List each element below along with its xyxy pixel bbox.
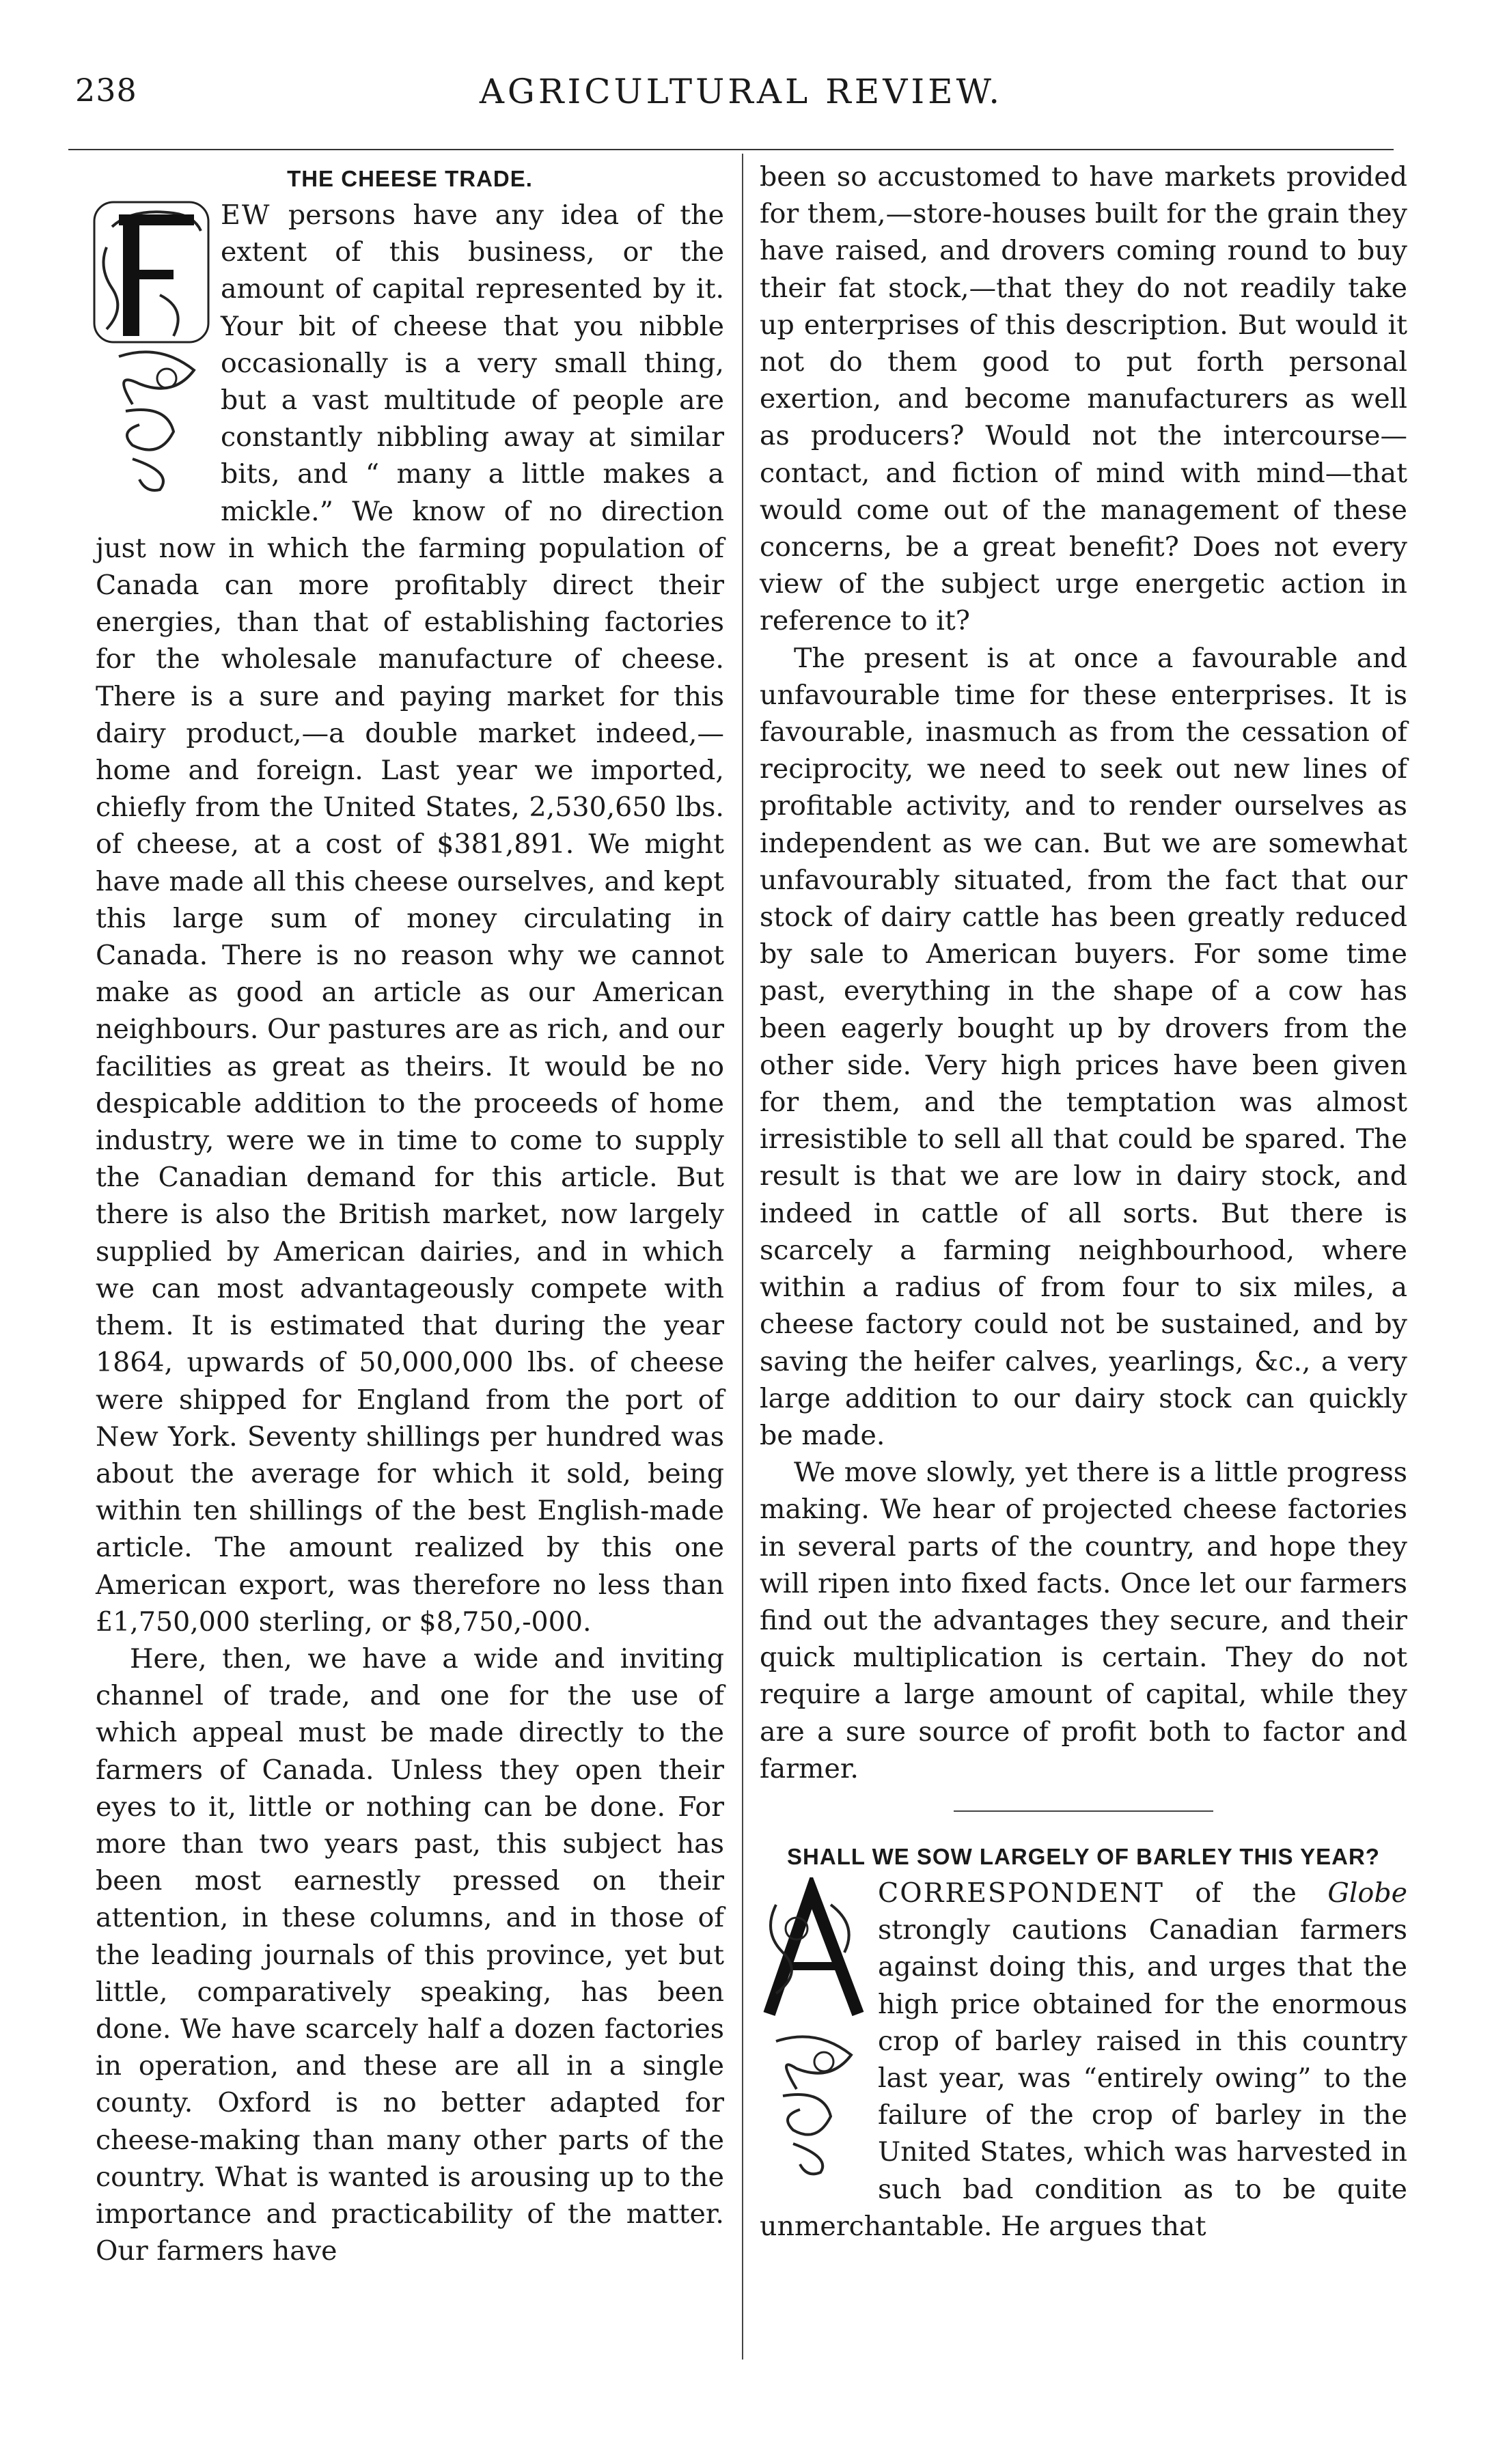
- paragraph: Here, then, we have a wide and inviting channel of trade, and one for the use of which appeal must be made directly to the farmers of Canada. Unless they open their eyes to it, little or nothing can be done. For more than two years past, this subject has been most earnestly pressed on their attention, in these columns, and in those of the leading journals of this province, yet but little, comparatively speaking, has been done. We have scarcely half a dozen factories in operation, and these are all in a single county. Oxford is no better adapted for cheese-making than many other parts of the country. What is wanted is arousing up to the importance and practicability of the matter. Our farmers have: [96, 1642, 724, 2267]
- lead-word: EW: [221, 199, 271, 231]
- ornamental-drop-cap-f: [92, 199, 211, 493]
- article-title-cheese-trade: THE CHEESE TRADE.: [287, 166, 533, 191]
- article-title-barley: SHALL WE SOW LARGELY OF BARLEY THIS YEAR?: [787, 1843, 1380, 1869]
- lead-word: CORRESPONDENT: [878, 1877, 1164, 1909]
- paragraph-text: strongly cautions Canadian farmers against doing this, and urges that the high price obtained for the enormous crop of barley raised in this country last year, was “entirely owing” to the failure of the crop of barley in the United States, which was harvested in such bad condition as to be quite unmerchantable. He argues that: [760, 1914, 1407, 2242]
- page-header: [75, 72, 1407, 126]
- paragraph-text: of the: [1163, 1877, 1328, 1909]
- paragraph: The present is at once a favourable and unfavourable time for these enterprises. It is favourable, inasmuch as from the cessation of reciprocity, we need to seek out new lines of profitable activity, and to render ourselves as independent as we can. But we are somewhat unfavourably situated, from the fact that our stock of dairy cattle has been greatly reduced by sale to American buyers. For some time past, everything in the shape of a cow has been eagerly bought up by drovers from the other side. Very high prices have been given for them, and the temptation was almost irresistible to sell all that could be spared. The result is that we are low in dairy stock, and indeed in cattle of all sorts. But there is scarcely a farming neighbourhood, where within a radius of from four to six miles, a cheese factory could not be sustained, and by saving the heifer calves, yearlings, &c., a very large addition to our dairy stock can quickly be made.: [760, 642, 1407, 1451]
- source-name: Globe: [1327, 1877, 1407, 1909]
- header-rule: [68, 149, 1394, 150]
- drop-cap-a-icon: [756, 1877, 868, 2178]
- right-column: [760, 158, 1407, 2245]
- section-divider: [954, 1810, 1213, 1812]
- page-number: 238: [75, 72, 137, 109]
- paragraph: We move slowly, yet there is a little progress making. We hear of projected cheese factories in several parts of the country, and hope they will ripen into fixed facts. Once let our farmers find out the advantages they secure, and their quick multiplication is certain. They do not require a large amount of capital, while they are a sure source of profit both to factor and farmer.: [760, 1457, 1407, 1784]
- running-title: AGRICULTURAL REVIEW.: [479, 72, 1004, 111]
- paragraph-continuation: been so accustomed to have markets provided for them,—store-houses built for the grain they have raised, and drovers coming round to buy their fat stock,—that they do not readily take up enterprises of this description. But would it not do them good to put forth personal exertion, and become manufacturers as well as producers? Would not the intercourse—contact, and fiction of mind with mind—that would come out of the management of these concerns, be a great benefit? Does not every view of the subject urge energetic action in reference to it?: [760, 161, 1407, 637]
- paragraph-text: persons have any idea of the extent of this business, or the amount of capital represented by it. Your bit of cheese that you nibble occasionally is a very small thing, but a vast multitude of people are constantly nibbling away at similar bits, and “ many a little makes a mickle.” We know of no direction just now in which the farming population of Canada can more profitably direct their energies, than that of establishing factories for the wholesale manufacture of cheese. There is a sure and paying market for this dairy product,—a double market indeed,—home and foreign. Last year we imported, chiefly from the United States, 2,530,650 lbs. of cheese, at a cost of $381,891. We might have made all this cheese ourselves, and kept this large sum of money circulating in Canada. There is no reason why we cannot make as good an article as our American neighbours. Our pastures are as rich, and our facilities as great as theirs. It would be no despicable addition to the proceeds of home industry, were we in time to come to supply the Canadian demand for this article. But there is also the British market, now largely supplied by American dairies, and in which we can most advantageously compete with them. It is estimated that during the year 1864, upwards of 50,000,000 lbs. of cheese were shipped for England from the port of New York. Seventy shillings per hundred was about the average for which it sold, being within ten shillings of the best English-made article. The amount realized by this one American export, was therefore no less than £1,750,000 sterling, or $8,750,-000.: [96, 199, 724, 1638]
- left-column: [96, 158, 724, 2269]
- drop-cap-f-icon: [92, 199, 211, 493]
- column-divider: [742, 154, 743, 2360]
- ornamental-drop-cap-a: [756, 1877, 868, 2178]
